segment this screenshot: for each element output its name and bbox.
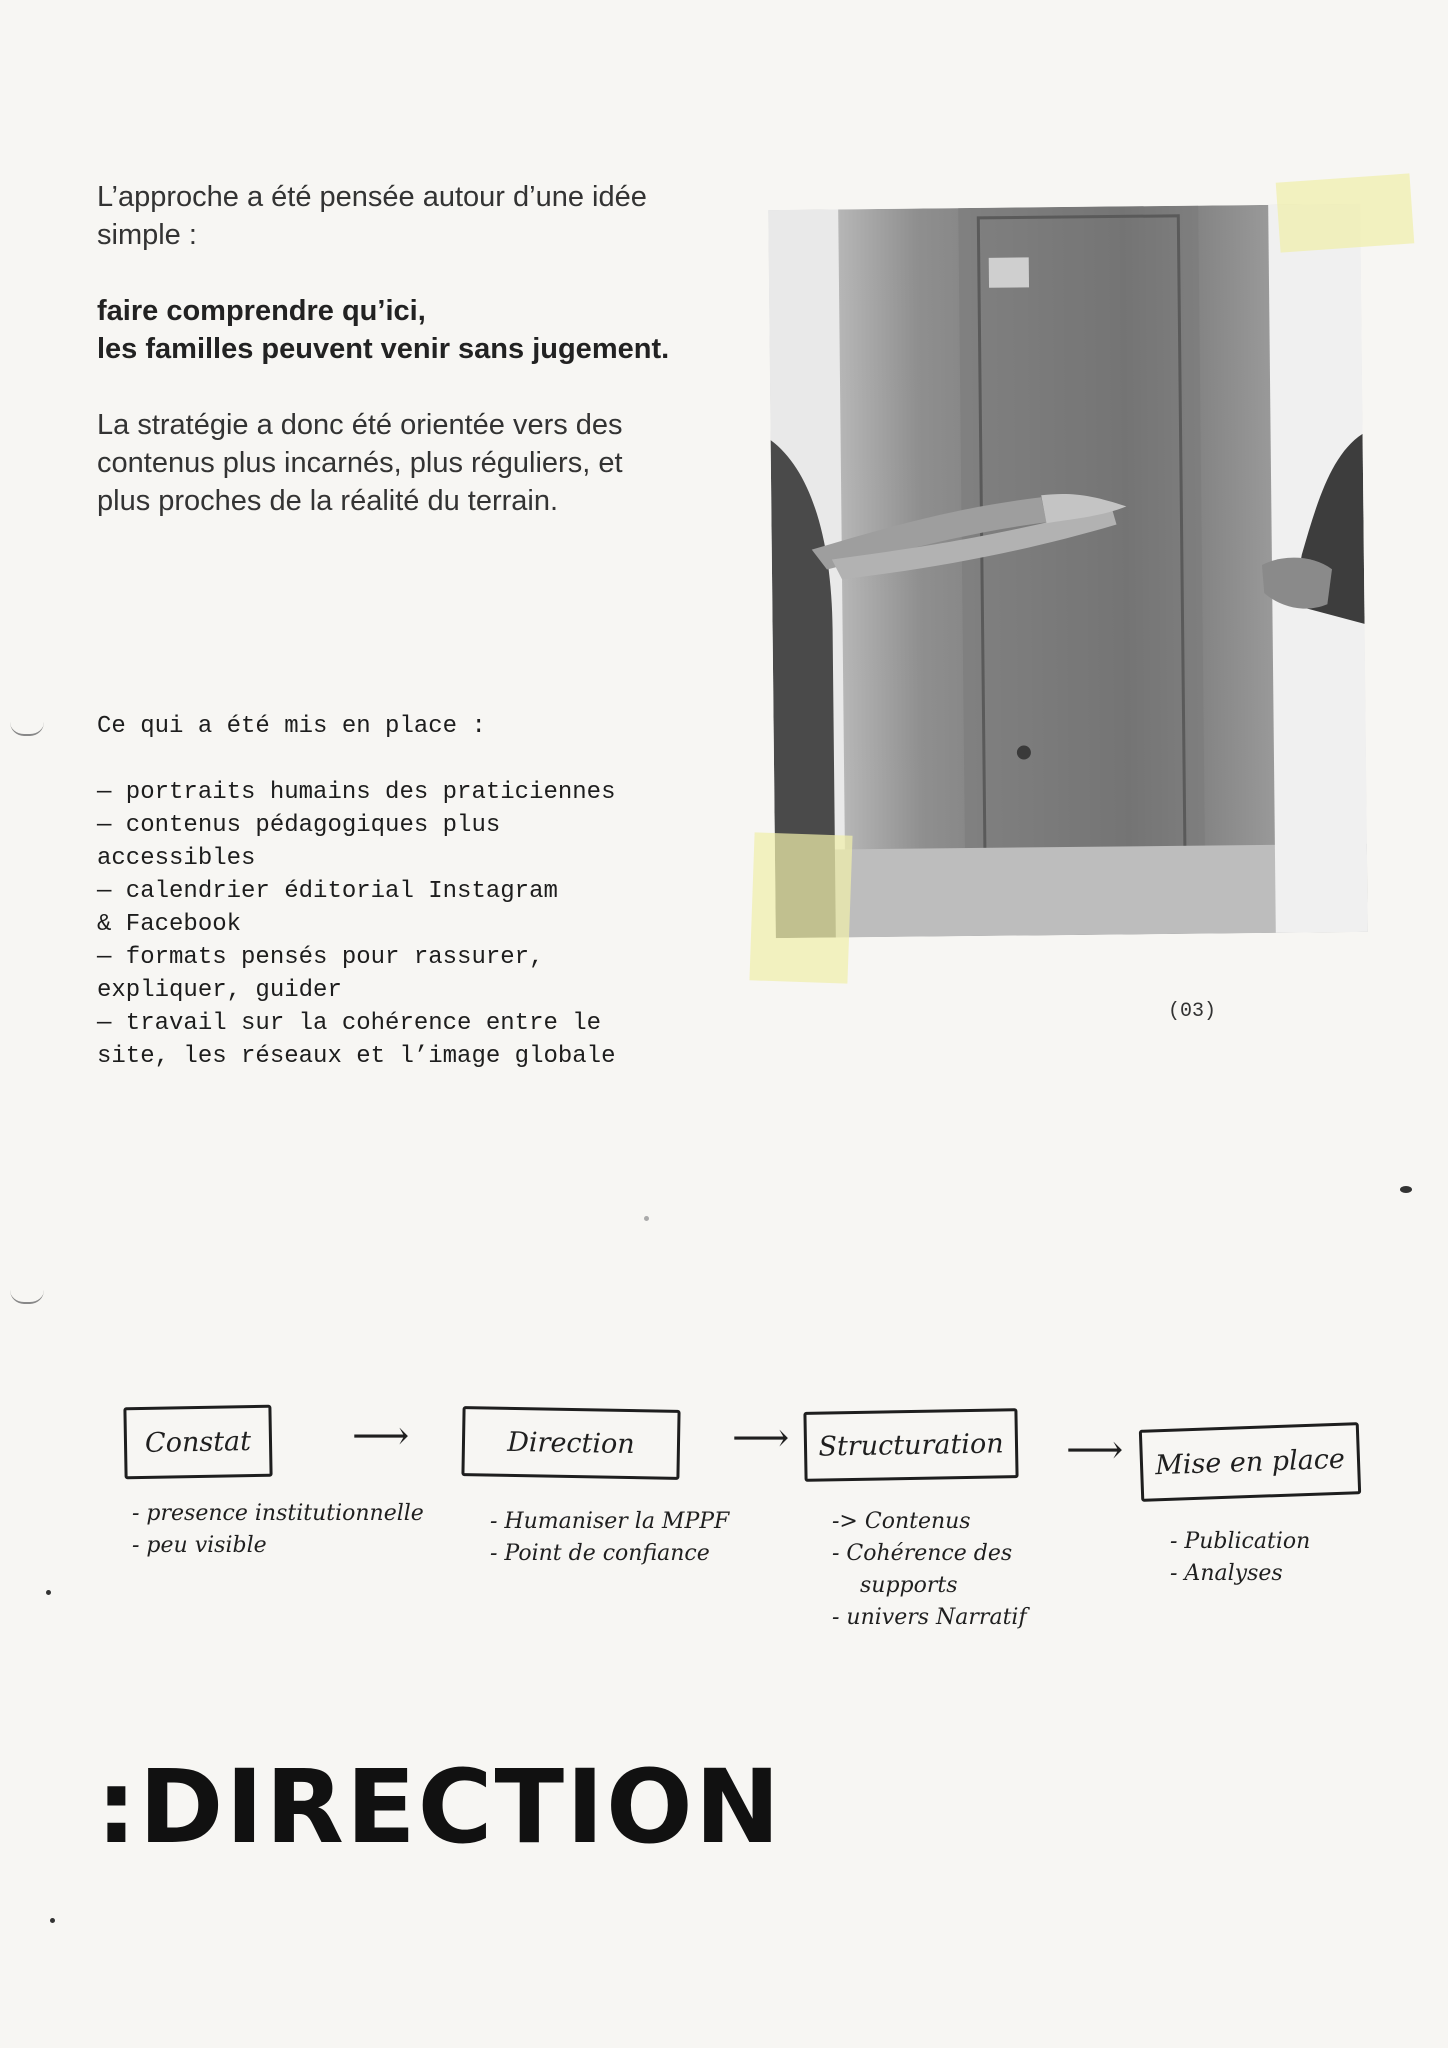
list-item: — formats pensés pour rassurer, (97, 944, 544, 971)
list-item: — calendrier éditorial Instagram (97, 878, 558, 905)
note-line: - Cohérence des (832, 1541, 1013, 1566)
punch-hole-mark (10, 722, 44, 736)
actions-items (97, 776, 737, 1073)
speck (644, 1216, 649, 1221)
process-diagram (110, 1390, 1380, 1670)
note-line: - presence institutionnelle (132, 1501, 424, 1526)
step-box-structuration: Structuration (803, 1408, 1018, 1482)
note-line: supports (860, 1573, 958, 1598)
photo-illustration (768, 204, 1368, 938)
page-number: (03) (1168, 1000, 1217, 1023)
strategy-line: contenus plus incarnés, plus réguliers, et (97, 447, 623, 479)
intro-emphasis (97, 292, 717, 368)
note-line: - Analyses (1170, 1561, 1283, 1586)
list-item: — travail sur la cohérence entre le (97, 1010, 602, 1037)
step-notes (132, 1498, 424, 1562)
list-item: — contenus pédagogiques plus (97, 812, 501, 839)
strategy-line: La stratégie a donc été orientée vers des (97, 409, 623, 441)
list-item: expliquer, guider (97, 977, 342, 1004)
step-notes (832, 1506, 1027, 1634)
note-line: - Point de confiance (490, 1541, 710, 1566)
tape-strip (749, 832, 852, 983)
note-line: - Publication (1170, 1529, 1311, 1554)
strategy-paragraph (97, 406, 717, 520)
arrow-icon: ⟶ (1066, 1427, 1124, 1473)
note-line: - univers Narratif (832, 1605, 1027, 1630)
emphasis-line: faire comprendre qu’ici, (97, 295, 426, 327)
intro-line: L’approche a été pensée autour d’une idée (97, 181, 647, 213)
step-notes (490, 1506, 729, 1570)
note-line: - Humaniser la MPPF (490, 1509, 730, 1534)
intro-line: simple : (97, 219, 197, 251)
intro-text (97, 178, 717, 520)
section-title: :DIRECTION (96, 1748, 783, 1867)
step-box-mise-en-place: Mise en place (1139, 1422, 1361, 1502)
intro-paragraph (97, 178, 717, 254)
step-notes (1170, 1526, 1310, 1590)
arrow-icon: ⟶ (352, 1413, 410, 1459)
tape-strip (1276, 173, 1415, 252)
actions-heading: Ce qui a été mis en place : (97, 713, 486, 740)
actions-list (97, 710, 737, 1073)
emphasis-line: les familles peuvent venir sans jugement. (97, 333, 670, 365)
strategy-line: plus proches de la réalité du terrain. (97, 485, 559, 517)
speck (46, 1590, 51, 1595)
speck (1400, 1186, 1412, 1193)
note-line: -> Contenus (832, 1509, 971, 1534)
list-item: & Facebook (97, 911, 242, 938)
punch-hole-mark (10, 1290, 44, 1304)
speck (50, 1918, 55, 1923)
step-box-constat: Constat (123, 1405, 272, 1480)
list-item: — portraits humains des praticiennes (97, 779, 616, 806)
list-item: accessibles (97, 845, 256, 872)
list-item: site, les réseaux et l’image globale (97, 1043, 616, 1070)
hands-photo (768, 204, 1368, 938)
step-box-direction: Direction (461, 1406, 680, 1480)
note-line: - peu visible (132, 1533, 267, 1558)
arrow-icon: ⟶ (732, 1415, 790, 1461)
